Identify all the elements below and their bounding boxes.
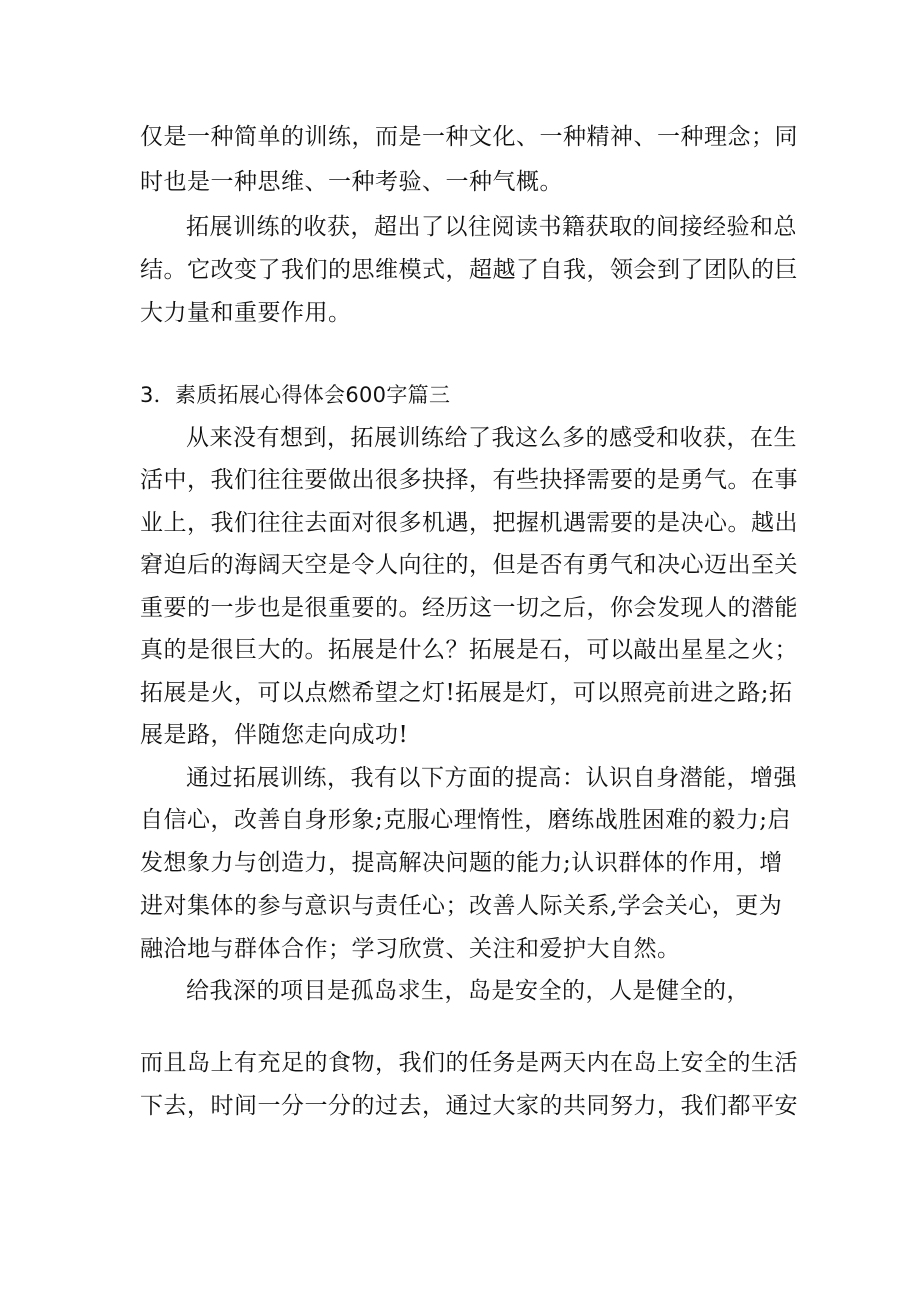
paragraph-line: 活中，我们往往要做出很多抉择，有些抉择需要的是勇气。在事 bbox=[140, 467, 798, 493]
paragraph-line: 给我深的项目是孤岛求生，岛是安全的，人是健全的， bbox=[186, 978, 750, 1004]
paragraph-line: 时也是一种思维、一种考验、一种气概。 bbox=[140, 169, 563, 195]
paragraph-line: 发想象力与创造力，提高解决问题的能力;认识群体的作用，增 bbox=[140, 850, 783, 876]
paragraph-line: 仅是一种简单的训练，而是一种文化、一种精神、一种理念；同 bbox=[140, 124, 798, 150]
paragraph-line: 窘迫后的海阔天空是令人向往的，但是否有勇气和决心迈出至关 bbox=[140, 552, 798, 578]
paragraph-line: 进对集体的参与意识与责任心；改善人际关系,学会关心，更为 bbox=[140, 893, 783, 919]
paragraph-line: 拓展是火，可以点燃希望之灯!拓展是灯，可以照亮前进之路;拓 bbox=[140, 680, 793, 706]
paragraph-line: 拓展训练的收获，超出了以往阅读书籍获取的间接经验和总 bbox=[186, 214, 797, 240]
paragraph-line: 从来没有想到，拓展训练给了我这么多的感受和收获，在生 bbox=[186, 425, 797, 451]
paragraph-line: 下去，时间一分一分的过去，通过大家的共同努力，我们都平安 bbox=[140, 1093, 798, 1119]
paragraph-line: 重要的一步也是很重要的。经历这一切之后，你会发现人的潜能 bbox=[140, 595, 798, 621]
section-heading: 3．素质拓展心得体会600字篇三 bbox=[140, 383, 451, 407]
paragraph-line: 融洽地与群体合作；学习欣赏、关注和爱护大自然。 bbox=[140, 936, 681, 962]
paragraph-line: 自信心，改善自身形象;克服心理惰性，磨练战胜困难的毅力;启 bbox=[140, 807, 791, 833]
paragraph-line: 结。它改变了我们的思维模式，超越了自我，领会到了团队的巨 bbox=[140, 257, 798, 283]
paragraph-line: 通过拓展训练，我有以下方面的提高：认识自身潜能，增强 bbox=[186, 765, 797, 791]
paragraph-line: 展是路，伴随您走向成功! bbox=[140, 722, 409, 748]
paragraph-line: 真的是很巨大的。拓展是什么？拓展是石，可以敲出星星之火； bbox=[140, 637, 798, 663]
paragraph-line: 大力量和重要作用。 bbox=[140, 300, 352, 326]
paragraph-line: 而且岛上有充足的食物，我们的任务是两天内在岛上安全的生活 bbox=[140, 1050, 798, 1076]
paragraph-line: 业上，我们往往去面对很多机遇，把握机遇需要的是决心。越出 bbox=[140, 510, 798, 536]
